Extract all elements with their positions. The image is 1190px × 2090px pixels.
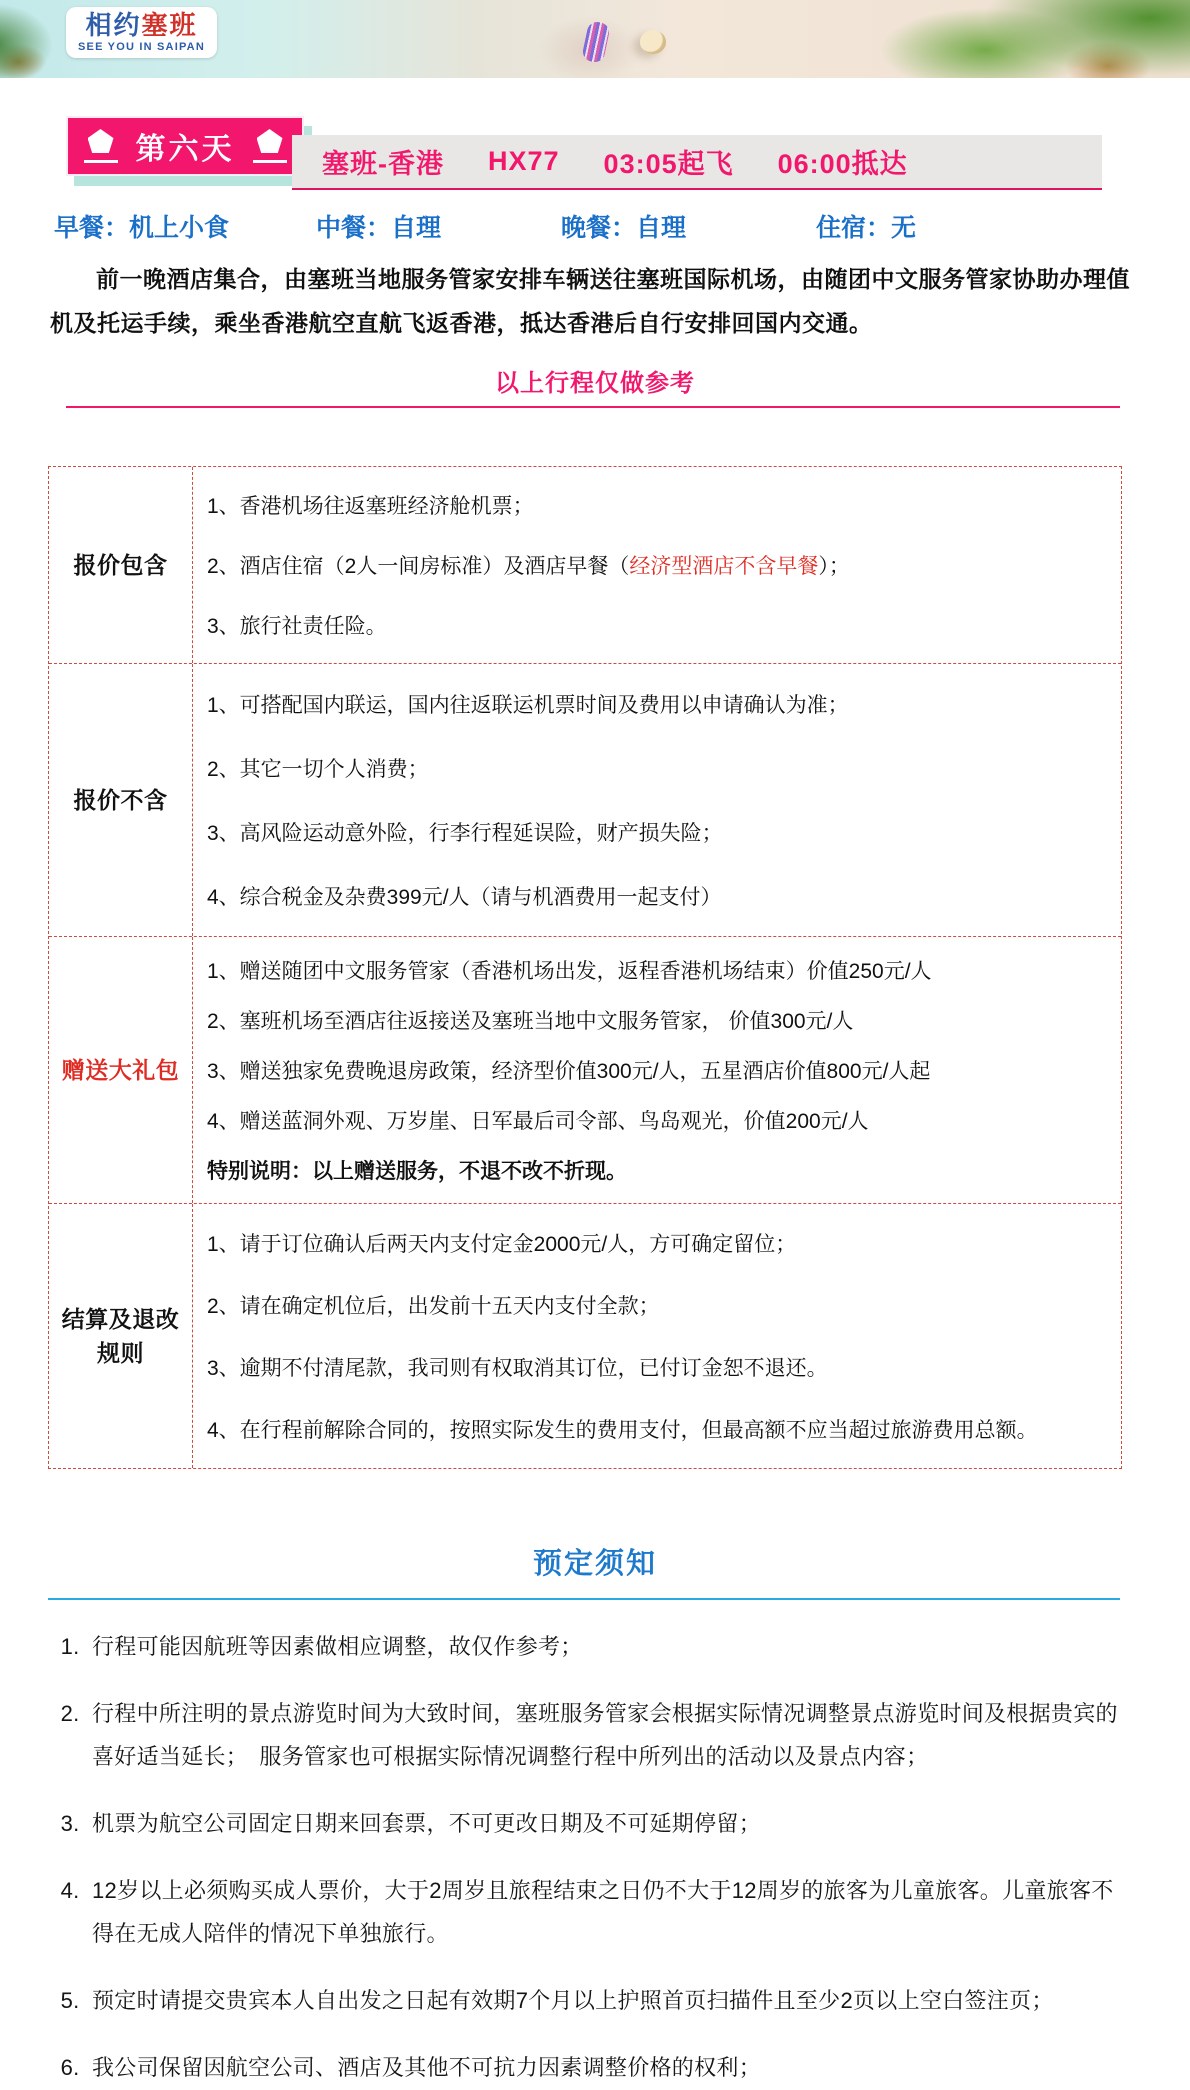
day-badge <box>66 116 304 176</box>
gift-item: 3、赠送独家免费晚退房政策，经济型价值300元/人，五星酒店价值800元/人起 <box>207 1060 931 1084</box>
reference-note: 以上行程仅做参考 <box>495 370 695 398</box>
red-highlight-text: 经济型酒店不含早餐 <box>629 555 819 579</box>
dinner-info: 晚餐：自理 <box>561 214 687 242</box>
sun-hat-decoration <box>640 30 666 54</box>
booking-notes-list <box>50 1626 1130 2089</box>
settlement-item: 4、在行程前解除合同的，按照实际发生的费用支付，但最高额不应当超过旅游费用总额。 <box>207 1419 1038 1443</box>
table-row-settlement <box>49 1204 1121 1468</box>
brand-logo-english: SEE YOU IN SAIPAN <box>78 40 205 53</box>
booking-notes-title: 预定须知 <box>532 1548 657 1581</box>
note-item: 6. 我公司保留因航空公司、酒店及其他不可抗力因素调整价格的权利； <box>86 2047 1130 2090</box>
excluded-item: 2、其它一切个人消费； <box>207 758 429 782</box>
lunch-info: 中餐：自理 <box>316 214 442 242</box>
lodging-info: 住宿：无 <box>816 214 917 242</box>
row-content-gifts <box>193 937 1121 1203</box>
row-content-settlement <box>193 1204 1121 1468</box>
pentagon-icon <box>84 129 118 163</box>
included-item: 2、酒店住宿（2人一间房标准）及酒店早餐（经济型酒店不含早餐）； <box>207 555 850 579</box>
flight-arrival-time: 06:00抵达 <box>777 149 908 179</box>
settlement-item: 2、请在确定机位后，出发前十五天内支付全款； <box>207 1295 660 1319</box>
excluded-item: 3、高风险运动意外险，行李行程延误险，财产损失险； <box>207 822 723 846</box>
gift-special-note: 特别说明：以上赠送服务，不退不改不折现。 <box>207 1160 627 1184</box>
quote-table <box>48 466 1122 1469</box>
note-item: 1. 行程可能因航班等因素做相应调整，故仅作参考； <box>86 1626 1130 1669</box>
table-row-excluded <box>49 664 1121 937</box>
row-label-included: 报价包含 <box>49 467 193 663</box>
settlement-item: 1、请于订位确认后两天内支付定金2000元/人，方可确定留位； <box>207 1233 797 1257</box>
included-item: 1、香港机场往返塞班经济舱机票； <box>207 495 534 519</box>
included-item: 3、旅行社责任险。 <box>207 615 387 639</box>
gift-item: 4、赠送蓝洞外观、万岁崖、日军最后司令部、鸟岛观光，价值200元/人 <box>207 1110 869 1134</box>
meals-info-row <box>54 208 1136 244</box>
flight-info-bar <box>292 135 1102 190</box>
flight-departure-time: 03:05起飞 <box>603 149 734 179</box>
itinerary-description: 前一晚酒店集合，由塞班当地服务管家安排车辆送往塞班国际机场，由随团中文服务管家协助办理值机及托运手续，乘坐香港航空直航飞返香港，抵达香港后自行安排回国内交通。 <box>50 266 1130 336</box>
flight-route: 塞班-香港 <box>322 149 444 179</box>
note-item: 4. 12岁以上必须购买成人票价，大于2周岁且旅程结束之日仍不大于12周岁的旅客为儿童旅客。儿童旅客不得在无成人陪伴的情况下单独旅行。 <box>86 1870 1130 1956</box>
beach-person-decoration <box>581 20 611 64</box>
day-badge-label: 第六天 <box>135 133 235 166</box>
excluded-item: 1、可搭配国内联运，国内往返联运机票时间及费用以申请确认为准； <box>207 694 849 718</box>
day-header-row <box>0 110 1190 190</box>
brand-logo <box>66 7 217 58</box>
header-photo <box>0 0 1190 78</box>
gift-item: 2、塞班机场至酒店往返接送及塞班当地中文服务管家， 价值300元/人 <box>207 1010 854 1034</box>
table-row-gifts <box>49 937 1121 1204</box>
brand-logo-chinese <box>78 11 205 40</box>
excluded-item: 4、综合税金及杂费399元/人（请与机酒费用一起支付） <box>207 886 722 910</box>
row-label-settlement: 结算及退改 规则 <box>49 1204 193 1468</box>
row-content-excluded <box>193 664 1121 936</box>
brand-logo-text-blue: 相约 <box>85 10 142 40</box>
row-label-gifts: 赠送大礼包 <box>49 937 193 1203</box>
note-item: 2. 行程中所注明的景点游览时间为大致时间，塞班服务管家会根据实际情况调整景点游览时间及根据贵宾的喜好适当延长； 服务管家也可根据实际情况调整行程中所列出的活动以及景点内容； <box>86 1693 1130 1779</box>
row-content-included <box>193 467 1121 663</box>
pentagon-icon <box>253 129 287 163</box>
note-item: 5. 预定时请提交贵宾本人自出发之日起有效期7个月以上护照首页扫描件且至少2页以上空白签注页； <box>86 1980 1130 2023</box>
note-item: 3. 机票为航空公司固定日期来回套票，不可更改日期及不可延期停留； <box>86 1803 1130 1846</box>
settlement-item: 3、逾期不付清尾款，我司则有权取消其订位，已付订金恕不退还。 <box>207 1357 828 1381</box>
flight-number: HX77 <box>488 146 560 176</box>
table-row-included <box>49 467 1121 664</box>
gift-item: 1、赠送随团中文服务管家（香港机场出发，返程香港机场结束）价值250元/人 <box>207 960 932 984</box>
blue-divider <box>48 1598 1120 1600</box>
brand-logo-text-red: 塞班 <box>141 10 198 40</box>
breakfast-info: 早餐：机上小食 <box>54 214 230 242</box>
pink-divider <box>66 406 1120 408</box>
row-label-excluded: 报价不含 <box>49 664 193 936</box>
